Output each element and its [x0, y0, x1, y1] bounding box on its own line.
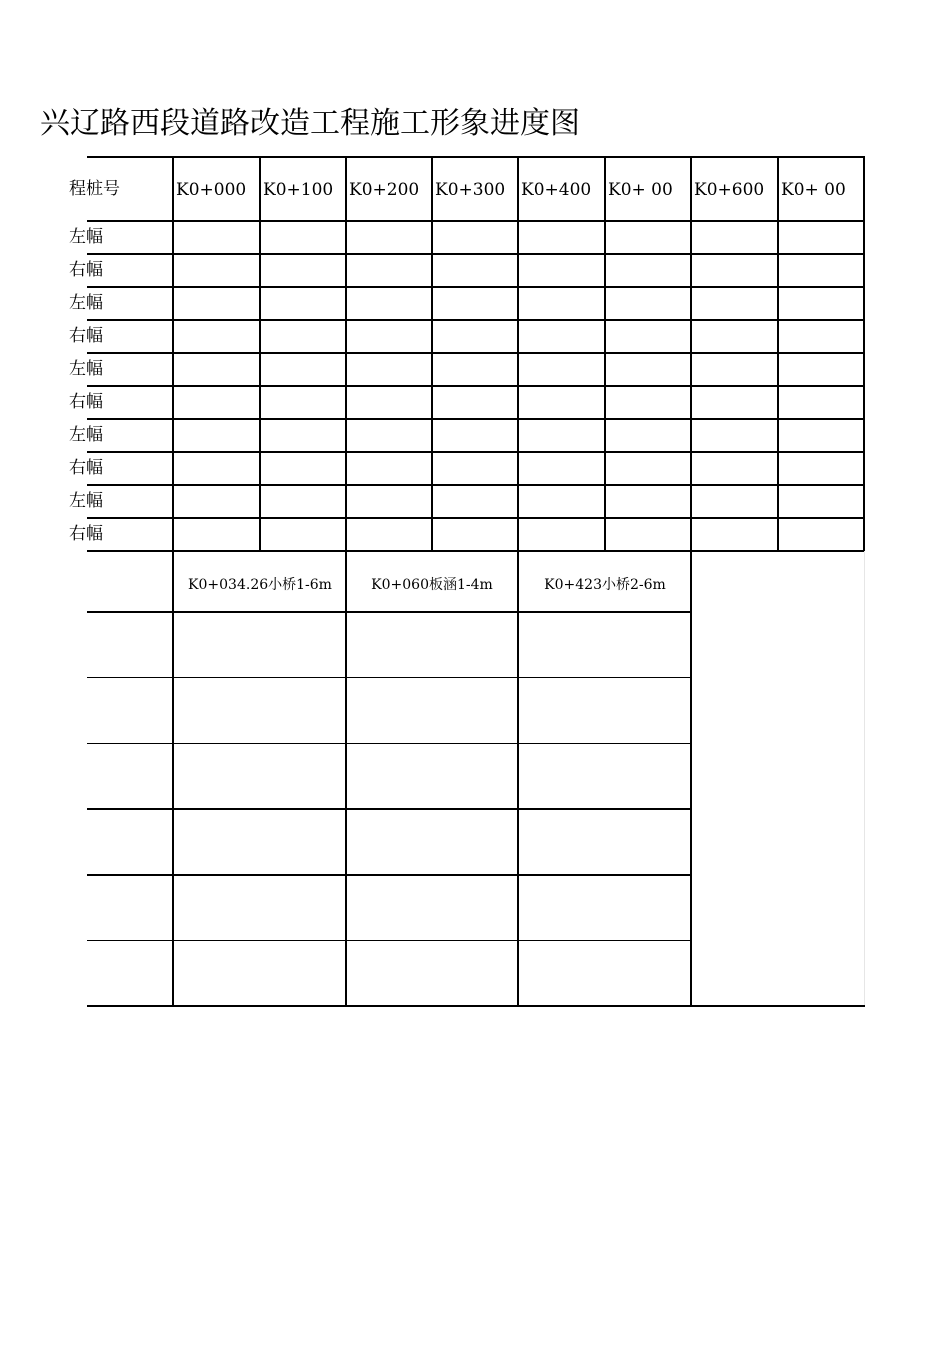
table1-row-line	[87, 319, 865, 321]
station-label: K0+000	[176, 180, 247, 200]
table2-row-line	[87, 677, 691, 679]
table2-col-line	[172, 551, 174, 1006]
structure-label: K0+060板涵1-4m	[371, 577, 493, 593]
page-title: 兴辽路西段道路改造工程施工形象进度图	[40, 106, 580, 141]
table1-row-line	[87, 352, 865, 354]
table2-col-line	[517, 551, 519, 1006]
table1-col-line	[777, 157, 779, 551]
table2-col-line	[345, 551, 347, 1006]
structure-label: K0+423小桥2-6m	[544, 577, 666, 593]
table1-col-line	[345, 157, 347, 551]
row-label: 右幅	[69, 326, 103, 346]
table2-right-edge	[864, 551, 865, 1006]
row-label: 左幅	[69, 227, 103, 247]
row-label: 左幅	[69, 425, 103, 445]
row-label: 左幅	[69, 491, 103, 511]
row-label: 右幅	[69, 524, 103, 544]
structure-label: K0+034.26小桥1-6m	[188, 577, 332, 593]
table2-row-line	[87, 808, 691, 810]
table2-col-line	[690, 551, 692, 1006]
station-label: K0+200	[349, 180, 420, 200]
table1-top-border	[87, 156, 865, 158]
row-label: 右幅	[69, 458, 103, 478]
station-label: K0+300	[435, 180, 506, 200]
table1-row-line	[87, 253, 865, 255]
table2-row-line	[87, 874, 691, 876]
station-header-label: 程桩号	[69, 179, 120, 199]
table2-row-line	[87, 743, 691, 745]
table1-col-line	[431, 157, 433, 551]
table1-header-divider	[87, 220, 865, 222]
table1-row-line	[87, 451, 865, 453]
table1-row-line	[87, 484, 865, 486]
station-label: K0+100	[263, 180, 334, 200]
table1-col-line	[863, 157, 865, 551]
row-label: 右幅	[69, 392, 103, 412]
row-label: 左幅	[69, 359, 103, 379]
table2-row-line	[87, 940, 691, 942]
station-label: K0+600	[694, 180, 765, 200]
table1-row-line	[87, 517, 865, 519]
table1-col-line	[172, 157, 174, 551]
station-label: K0+ 00	[781, 180, 846, 200]
table1-row-line	[87, 550, 865, 552]
row-label: 左幅	[69, 293, 103, 313]
table2-header-divider	[87, 611, 691, 613]
table1-row-line	[87, 286, 865, 288]
table2-bottom-border	[87, 1005, 865, 1007]
table1-col-line	[517, 157, 519, 551]
table1-row-line	[87, 385, 865, 387]
table1-col-line	[604, 157, 606, 551]
station-label: K0+ 00	[608, 180, 673, 200]
row-label: 右幅	[69, 260, 103, 280]
table1-col-line	[690, 157, 692, 551]
table1-col-line	[259, 157, 261, 551]
table1-row-line	[87, 418, 865, 420]
station-label: K0+400	[521, 180, 592, 200]
